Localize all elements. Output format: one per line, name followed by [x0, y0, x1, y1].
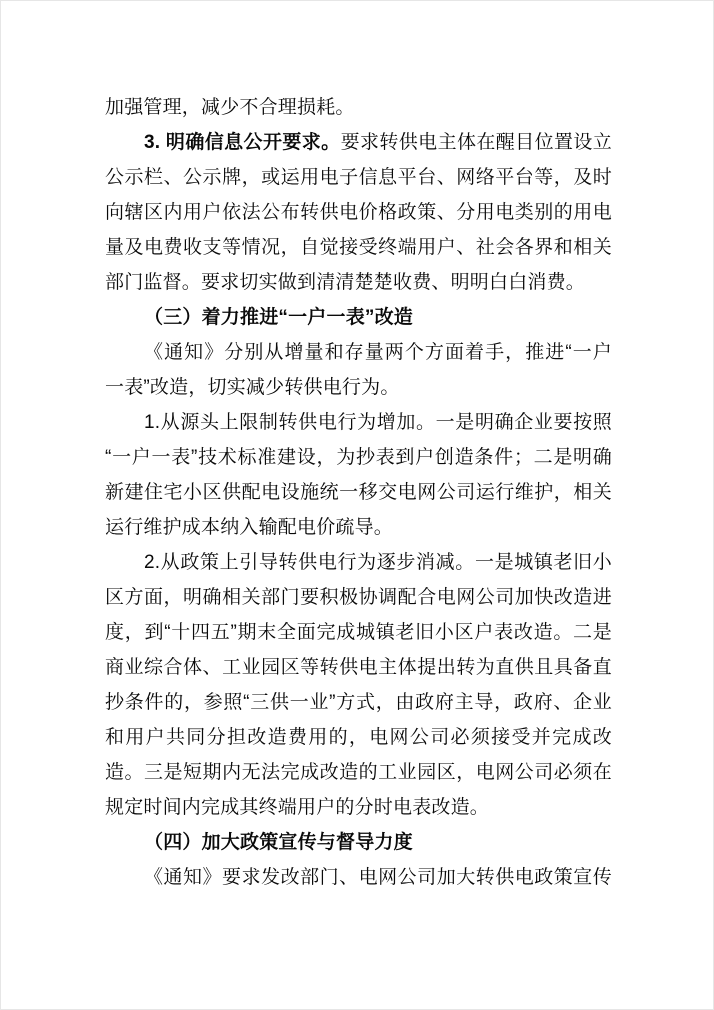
text-run: 公示栏、公示牌，或运用电子信息平台、网络平台等，及时 — [105, 167, 612, 188]
text-run: 《通知》要求发改部门、电网公司加大转供电政策宣传 — [144, 867, 612, 888]
text-run: 加强管理，减少不合理损耗。 — [105, 97, 355, 118]
section-heading — [105, 825, 612, 860]
bold-text-run: （四）加大政策宣传与督导力度 — [144, 832, 413, 853]
text-line — [105, 335, 612, 370]
text-run: 商业综合体、工业园区等转供电主体提出转为直供且具备直 — [105, 657, 612, 678]
text-run: “一户一表”技术标准建设，为抄表到户创造条件；二是明确 — [105, 447, 612, 468]
text-line — [105, 790, 612, 825]
text-line — [105, 405, 612, 440]
text-run: 一表”改造，切实减少转供电行为。 — [105, 377, 400, 398]
text-run: 要求转供电主体在醒目位置设立 — [340, 132, 612, 153]
text-run: 度，到“十四五”期末全面完成城镇老旧小区户表改造。二是 — [105, 622, 612, 643]
text-line — [105, 755, 612, 790]
text-run: 抄条件的，参照“三供一业”方式，由政府主导，政府、企业 — [105, 692, 612, 713]
text-line — [105, 440, 612, 475]
text-line — [105, 195, 612, 230]
text-run: 向辖区内用户依法公布转供电价格政策、分用电类别的用电 — [105, 202, 612, 223]
text-run: 量及电费收支等情况，自觉接受终端用户、社会各界和相关 — [105, 237, 612, 258]
text-run: 部门监督。要求切实做到清清楚楚收费、明明白白消费。 — [105, 272, 586, 293]
text-run: 1.从源头上限制转供电行为增加。一是明确企业要按照 — [144, 412, 612, 433]
text-line — [105, 475, 612, 510]
bold-text-run: 3. 明确信息公开要求。 — [144, 132, 341, 153]
text-line — [105, 580, 612, 615]
text-run: 规定时间内完成其终端用户的分时电表改造。 — [105, 797, 490, 818]
text-run: 造。三是短期内无法完成改造的工业园区，电网公司必须在 — [105, 762, 612, 783]
text-run: 运行维护成本纳入输配电价疏导。 — [105, 517, 394, 538]
document-content — [105, 90, 612, 895]
text-line — [105, 265, 612, 300]
text-line — [105, 685, 612, 720]
text-run: 和用户共同分担改造费用的，电网公司必须接受并完成改 — [105, 727, 612, 748]
text-line — [105, 615, 612, 650]
text-line — [105, 90, 612, 125]
bold-text-run: （三）着力推进“一户一表”改造 — [144, 307, 414, 328]
text-line — [105, 650, 612, 685]
text-line — [105, 720, 612, 755]
text-line — [105, 510, 612, 545]
text-line — [105, 860, 612, 895]
text-line — [105, 230, 612, 265]
section-heading — [105, 300, 612, 335]
text-line — [105, 125, 612, 160]
text-run: 《通知》分别从增量和存量两个方面着手，推进“一户 — [144, 342, 612, 363]
text-run: 新建住宅小区供配电设施统一移交电网公司运行维护，相关 — [105, 482, 612, 503]
text-line — [105, 370, 612, 405]
text-line — [105, 545, 612, 580]
text-line — [105, 160, 612, 195]
text-run: 区方面，明确相关部门要积极协调配合电网公司加快改造进 — [105, 587, 612, 608]
text-run: 2.从政策上引导转供电行为逐步消减。一是城镇老旧小 — [144, 552, 612, 573]
